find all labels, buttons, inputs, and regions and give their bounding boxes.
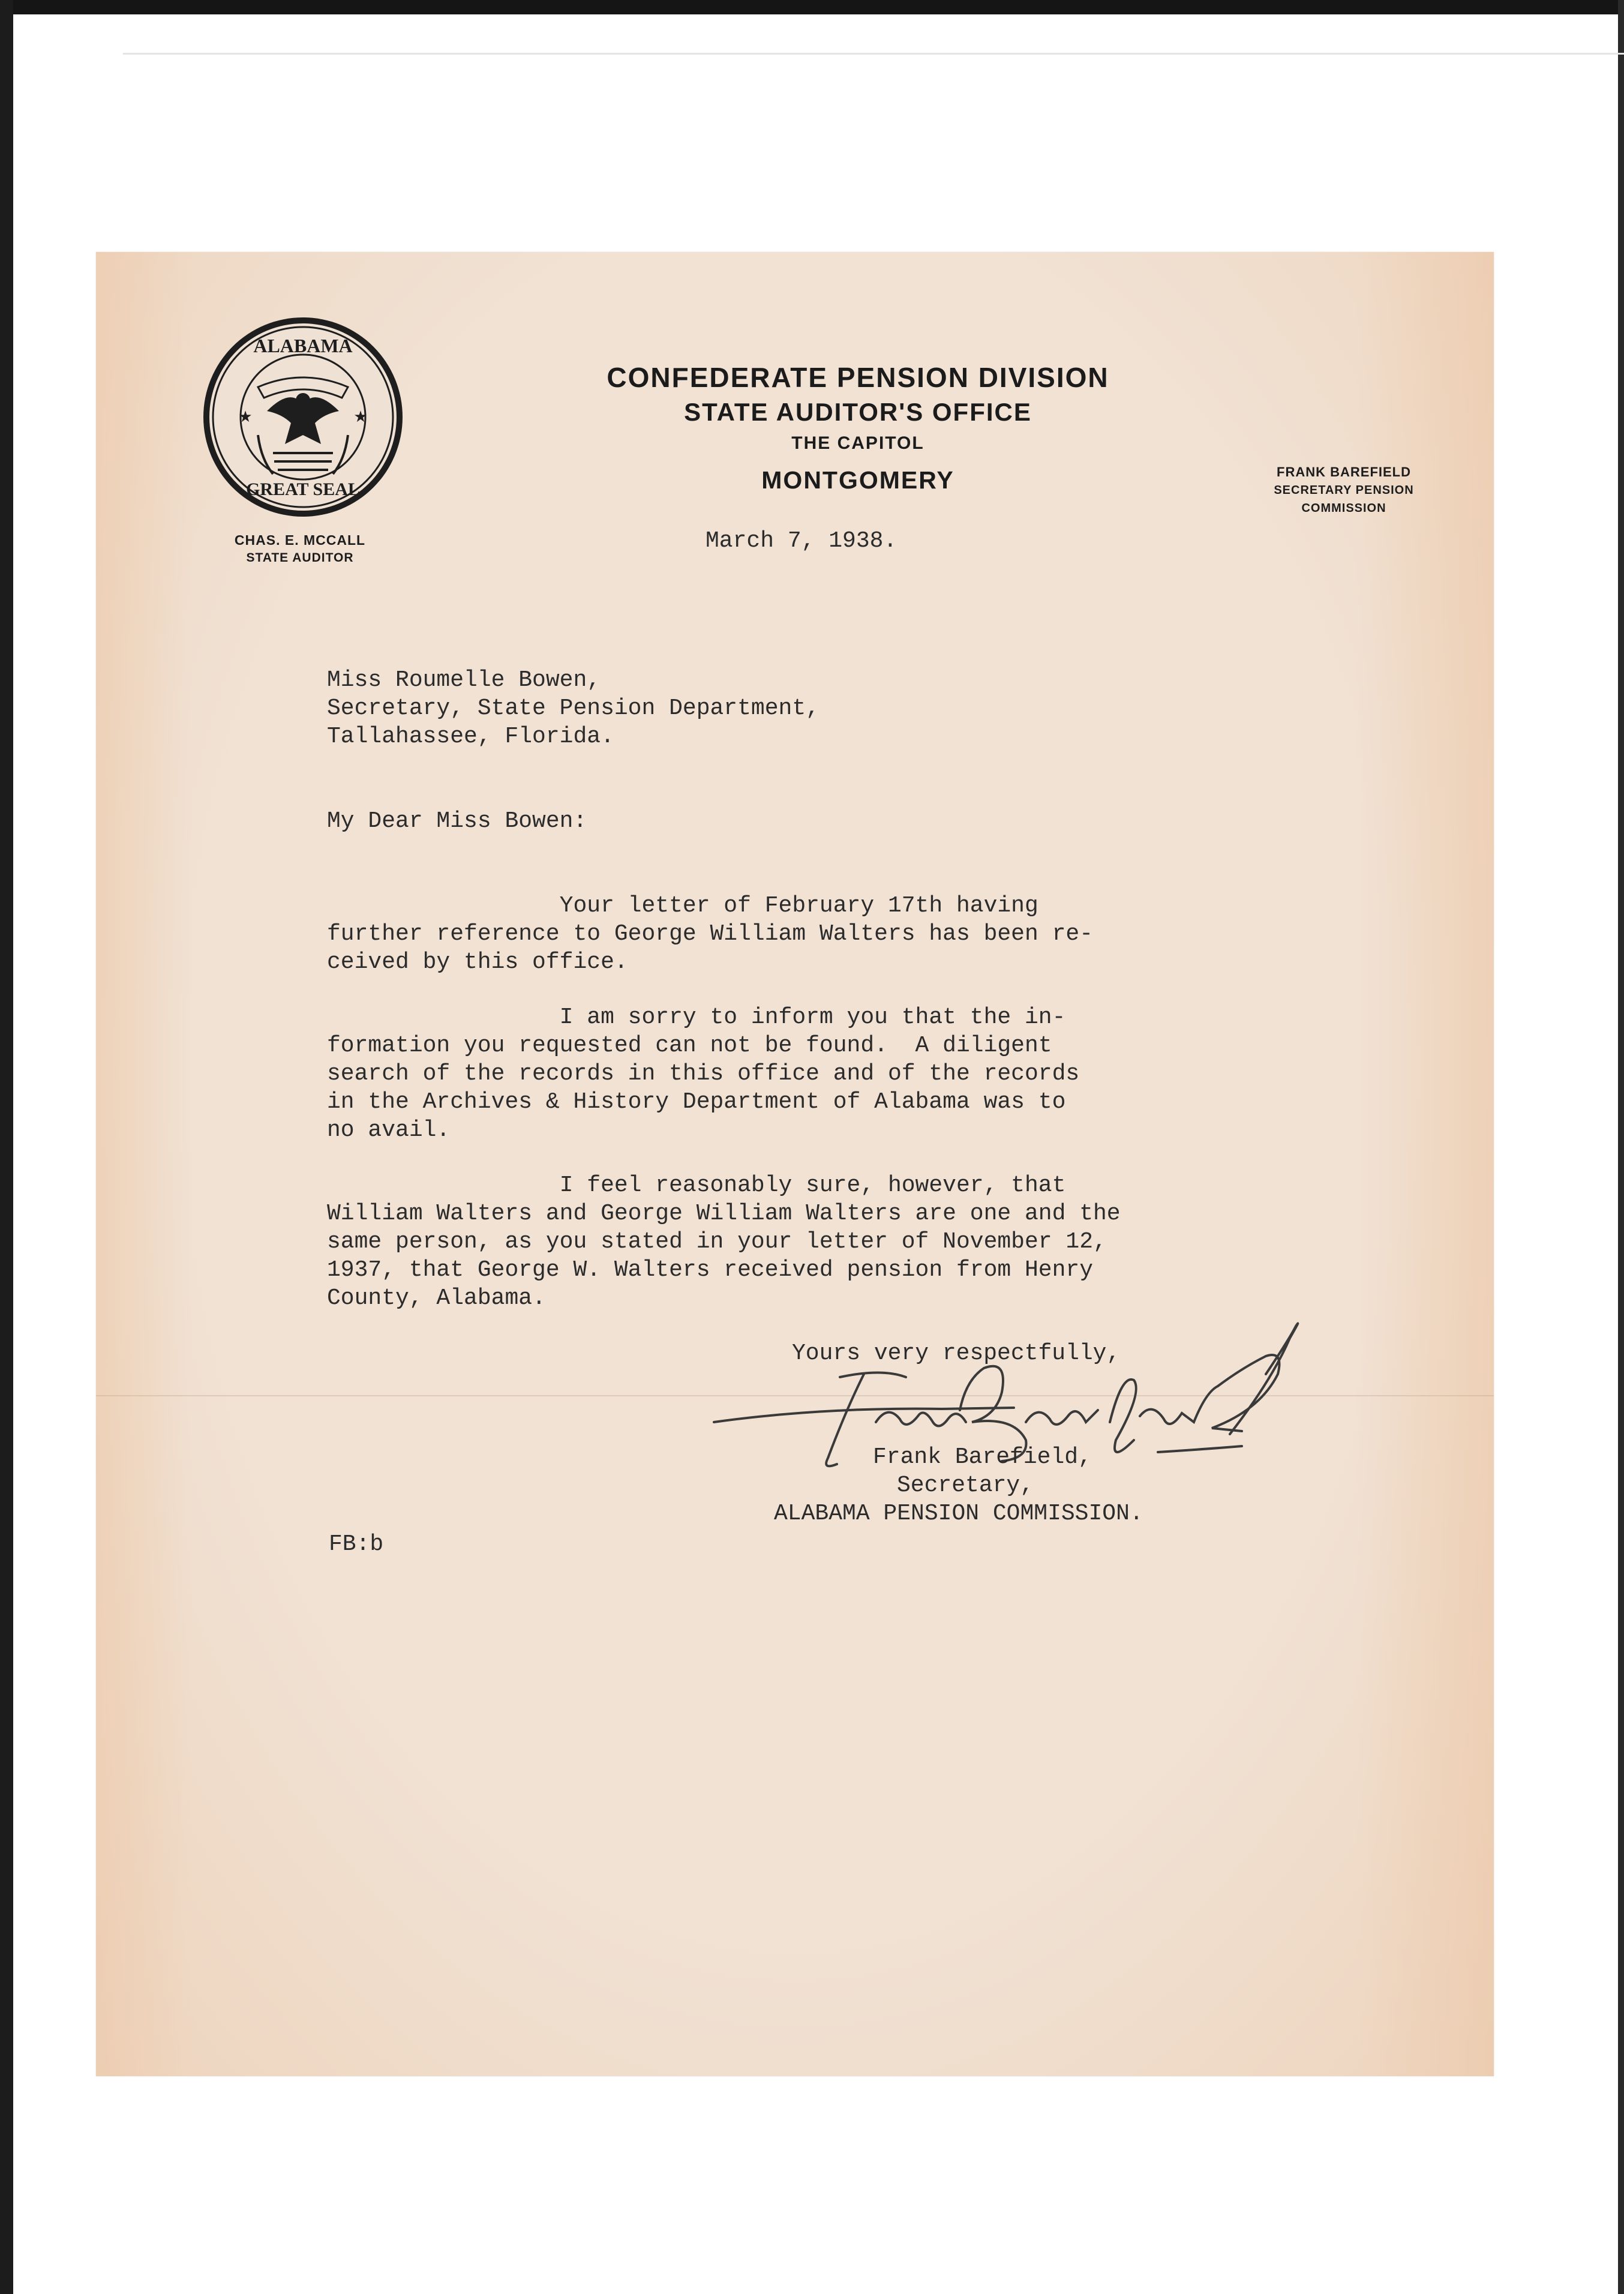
body-line: same person, as you stated in your letter of November 12, [327, 1229, 1107, 1255]
signer-title: Secretary, [897, 1473, 1034, 1498]
body-line: formation you requested can not be found. A diligent [327, 1033, 1052, 1058]
body-line: I feel reasonably sure, however, that [327, 1173, 1066, 1198]
secretary-block [1224, 463, 1464, 517]
secretary-name: FRANK BAREFIELD [1277, 464, 1411, 479]
recipient-line: Tallahassee, Florida. [327, 724, 614, 749]
signer-organization: ALABAMA PENSION COMMISSION. [774, 1501, 1143, 1527]
body-line: County, Alabama. [327, 1285, 546, 1311]
closing: Yours very respectfully, [792, 1341, 1121, 1366]
division-title: CONFEDERATE PENSION DIVISION [607, 362, 1109, 393]
auditor-name: CHAS. E. MCCALL [234, 532, 366, 548]
building-name: THE CAPITOL [791, 433, 924, 453]
body-line: in the Archives & History Department of Alabama was to [327, 1089, 1066, 1115]
salutation: My Dear Miss Bowen: [327, 808, 587, 834]
page-edge [123, 43, 1624, 55]
svg-text:★: ★ [238, 407, 253, 425]
city-name: MONTGOMERY [761, 466, 954, 494]
office-title: STATE AUDITOR'S OFFICE [684, 398, 1032, 426]
recipient-line: Miss Roumelle Bowen, [327, 667, 601, 693]
body-line: I am sorry to inform you that the in- [327, 1004, 1066, 1030]
scan-frame-right [1618, 0, 1624, 2294]
svg-text:ALABAMA: ALABAMA [253, 335, 353, 356]
auditor-title: STATE AUDITOR [246, 551, 354, 565]
typist-initials: FB:b [329, 1531, 384, 1557]
letterhead-title-block [516, 360, 1200, 503]
body-line: ceived by this office. [327, 949, 628, 975]
body-line: no avail. [327, 1117, 451, 1143]
letter-date: March 7, 1938. [706, 528, 897, 554]
scan-frame-left [0, 0, 13, 2294]
body-line: further reference to George William Walters has been re- [327, 921, 1094, 947]
body-line: William Walters and George William Walters are one and the [327, 1201, 1121, 1227]
signer-name: Frank Barefield, [873, 1444, 1092, 1470]
svg-text:GREAT SEAL: GREAT SEAL [246, 479, 360, 499]
recipient-line: Secretary, State Pension Department, [327, 695, 819, 721]
alabama-seal-icon [201, 315, 405, 519]
secretary-title-line1: SECRETARY PENSION [1274, 484, 1414, 497]
auditor-block [150, 531, 450, 567]
scan-frame-top [0, 0, 1624, 14]
svg-text:★: ★ [353, 407, 368, 425]
letter-sheet [96, 252, 1494, 2076]
handwritten-signature [702, 1302, 1602, 1614]
secretary-title-line2: COMMISSION [1301, 502, 1386, 515]
body-line: Your letter of February 17th having [327, 893, 1038, 919]
body-line: 1937, that George W. Walters received pension from Henry [327, 1257, 1094, 1283]
body-line: search of the records in this office and of the records [327, 1061, 1080, 1087]
